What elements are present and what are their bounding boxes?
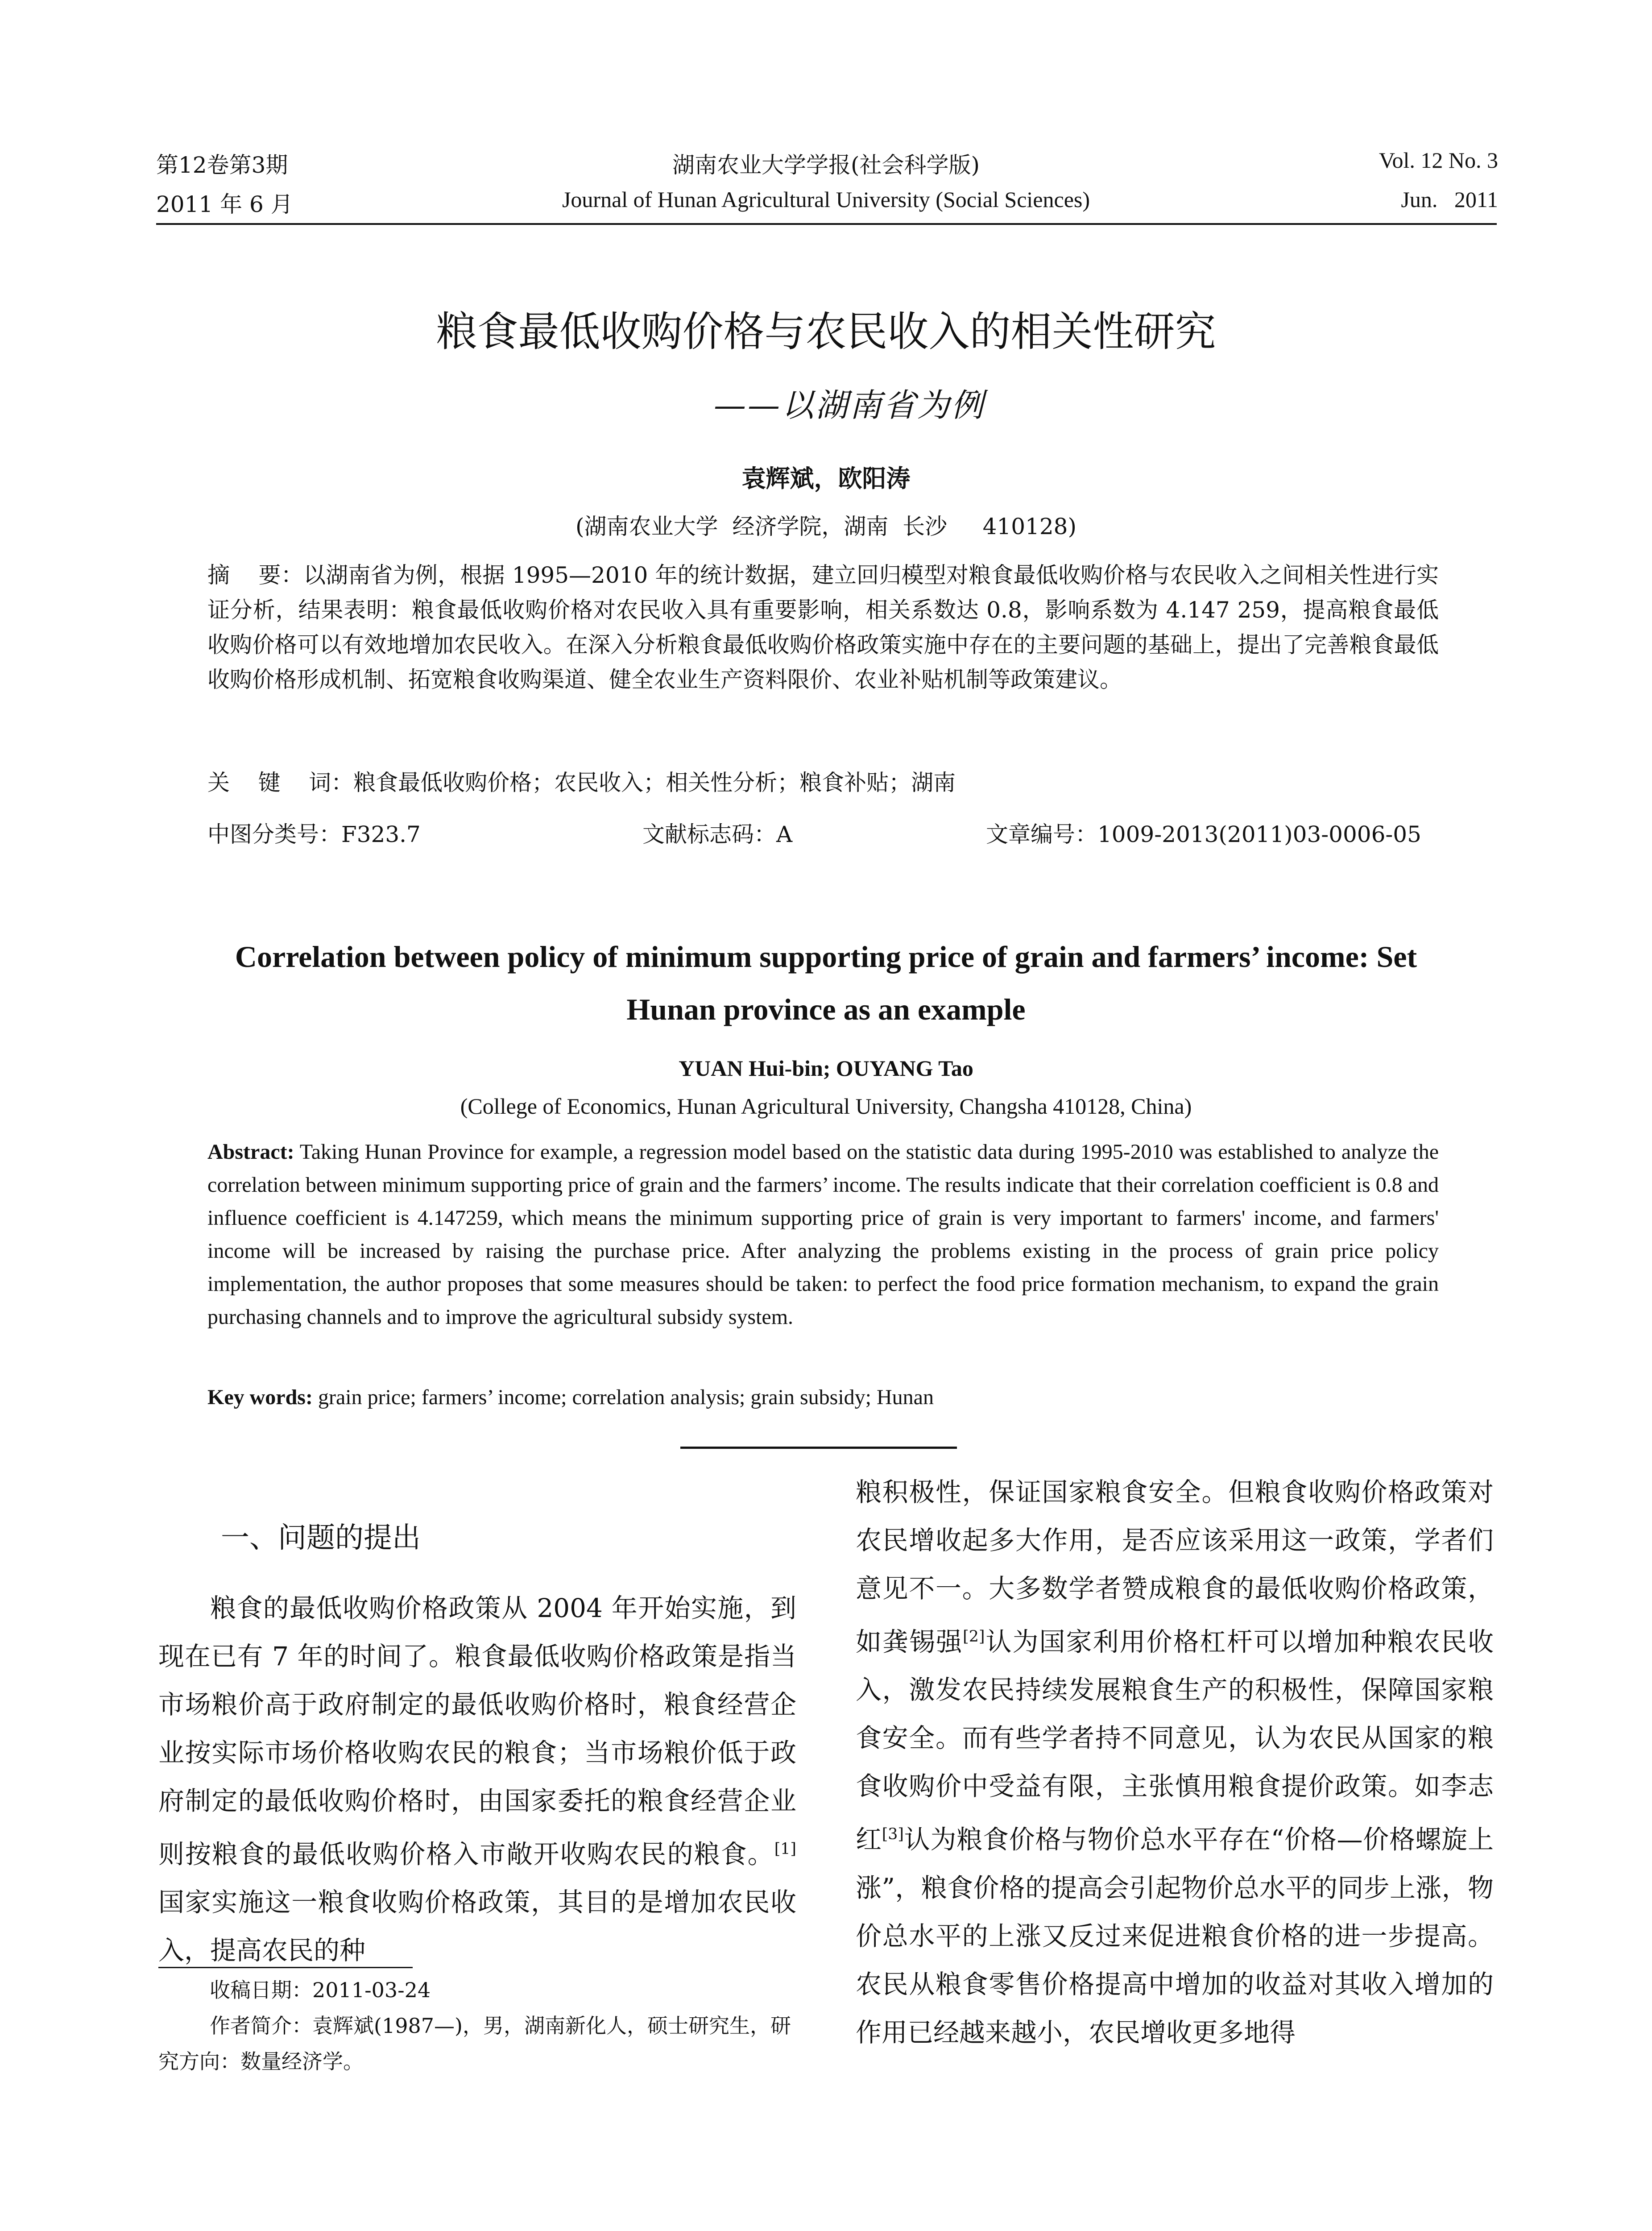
citation-1: [1] (774, 1840, 796, 1858)
right-column-body (856, 1468, 1494, 2057)
journal-date: 2011 年 6 月 (156, 191, 293, 217)
right-paragraph-text-c: 认为粮食价格与物价总水平存在“价格—价格螺旋上涨”，粮食价格的提高会引起物价总水平的同步上涨，物价总水平的上涨又反过来促进粮食价格的进一步提高。农民从粮食零售价格提高中增加的收益对其收入增加的作用已经越来越小，农民增收更多地得 (856, 1824, 1494, 2048)
section-heading-1: 一、问题的提出 (221, 1522, 421, 1555)
right-paragraph-text-b: 认为国家利用价格杠杆可以增加种粮农民收入，激发农民持续发展粮食生产的积极性，保障国家粮食安全。而有些学者持不同意见，认为农民从国家的粮食收购价中受益有限，主张慎用粮食提价政策。如李志红 (856, 1626, 1494, 1855)
journal-volume-en: Vol. 12 No. 3 (1379, 148, 1498, 173)
authors-cn: 袁辉斌，欧阳涛 (741, 464, 911, 493)
received-date-value: 2011-03-24 (312, 1978, 431, 2002)
clc-number (207, 817, 421, 849)
authors-en: YUAN Hui-bin; OUYANG Tao (679, 1056, 973, 1081)
document-code-value: A (776, 821, 793, 847)
citation-2: [2] (963, 1628, 985, 1646)
keywords-cn-text: 粮食最低收购价格；农民收入；相关性分析；粮食补贴；湖南 (353, 770, 956, 796)
keywords-en (207, 1381, 1439, 1414)
article-number (986, 817, 1421, 849)
left-paragraph-1 (158, 1584, 796, 1974)
abstract-separator-rule (680, 1447, 957, 1449)
footnote (158, 1972, 796, 2079)
left-paragraph-1-text-a: 粮食的最低收购价格政策从 2004 年开始实施，到现在已有 7 年的时间了。粮食最低收购价格政策是指当市场粮价高于政府制定的最低收购价格时，粮食经营企业按实际市场价格收购农民的粮食；当市场粮价低于政府制定的最低收购价格时，由国家委托的粮食经营企业则按粮食的最低收购价格入市敞开收购农民的粮食。 (158, 1593, 796, 1870)
abstract-en (207, 1136, 1439, 1334)
received-date (158, 1972, 796, 2008)
abstract-en-label: Abstract: (207, 1140, 294, 1164)
keywords-cn-label: 关 键 词： (207, 770, 354, 796)
journal-name-cn: 湖南农业大学学报(社会科学版) (672, 152, 980, 178)
document-code (642, 817, 792, 849)
journal-volume-issue: 第12卷第3期 (156, 152, 288, 178)
author-bio-label: 作者简介： (210, 2014, 312, 2038)
affiliation-cn: (湖南农业大学 经济学院，湖南 长沙 410128) (576, 514, 1076, 539)
journal-date-en: Jun. 2011 (1401, 187, 1498, 212)
received-date-label: 收稿日期： (210, 1978, 312, 2002)
paper-title-en (134, 930, 1518, 1036)
right-paragraph-text-a: 粮积极性，保证国家粮食安全。但粮食收购价格政策对农民增收起多大作用，是否应该采用这一政策，学者们意见不一。大多数学者赞成粮食的最低收购价格政策，如龚锡强 (856, 1477, 1494, 1657)
keywords-en-label: Key words: (207, 1385, 313, 1409)
abstract-cn (207, 558, 1439, 697)
paper-title-cn: 粮食最低收购价格与农民收入的相关性研究 (436, 308, 1216, 356)
document-code-label: 文献标志码： (642, 821, 776, 847)
journal-name-en: Journal of Hunan Agricultural University (Social Sciences) (562, 187, 1090, 212)
header-rule (156, 223, 1497, 225)
affiliation-en: (College of Economics, Hunan Agricultural University, Changsha 410128, China) (460, 1094, 1192, 1119)
author-bio (158, 2008, 796, 2079)
paper-subtitle-cn: ——以湖南省为例 (714, 386, 985, 424)
article-number-value: 1009-2013(2011)03-0006-05 (1097, 821, 1421, 847)
left-column-body (158, 1584, 796, 1974)
keywords-cn (207, 765, 1439, 800)
citation-3: [3] (882, 1825, 904, 1844)
clc-label: 中图分类号： (207, 821, 341, 847)
footnote-rule (158, 1967, 413, 1968)
abstract-cn-text: 以湖南省为例，根据 1995—2010 年的统计数据，建立回归模型对粮食最低收购价格与农民收入之间相关性进行实证分析，结果表明：粮食最低收购价格对农民收入具有重要影响，相关系数达 0.8，影响系数为 4.147 259，提高粮食最低收购价格可以有效地增加农民收入。在深入分析粮食最低收购价格政策实施中存在的主要问题的基础上，提出了完善粮食最低收购价格形成机制、拓宽粮食收购渠道、健全农业生产资料限价、农业补贴机制等政策建议。 (207, 562, 1439, 693)
abstract-cn-label: 摘 要： (207, 562, 303, 588)
clc-value: F323.7 (341, 821, 421, 847)
keywords-en-text: grain price; farmers’ income; correlation analysis; grain subsidy; Hunan (312, 1385, 934, 1409)
article-number-label: 文章编号： (986, 821, 1097, 847)
paper-title-en-line2: Hunan province as an example (626, 992, 1026, 1026)
paper-title-en-line1: Correlation between policy of minimum supporting price of grain and farmers’ income: Set (235, 940, 1417, 974)
right-paragraph-1 (856, 1468, 1494, 2057)
author-bio-text: 袁辉斌(1987—)，男，湖南新化人，硕士研究生，研究方向：数量经济学。 (158, 2014, 791, 2073)
abstract-en-text: Taking Hunan Province for example, a regression model based on the statistic data during 1995-2010 was established to analyze the correlation between minimum supporting price of grain and the farmers’ income. The results indicate that their correlation coefficient is 0.8 and influence coefficient is 4.147259, which means the minimum supporting price of grain is very important to farmers' income, and farmers' income will be increased by raising the purchase price. After analyzing the problems existing in the process of grain price policy implementation, the author proposes that some measures should be taken: to perfect the food price formation mechanism, to expand the grain purchasing channels and to improve the agricultural subsidy system. (207, 1140, 1439, 1329)
left-paragraph-1-text-b: 国家实施这一粮食收购价格政策，其目的是增加农民收入，提高农民的种 (158, 1887, 796, 1966)
